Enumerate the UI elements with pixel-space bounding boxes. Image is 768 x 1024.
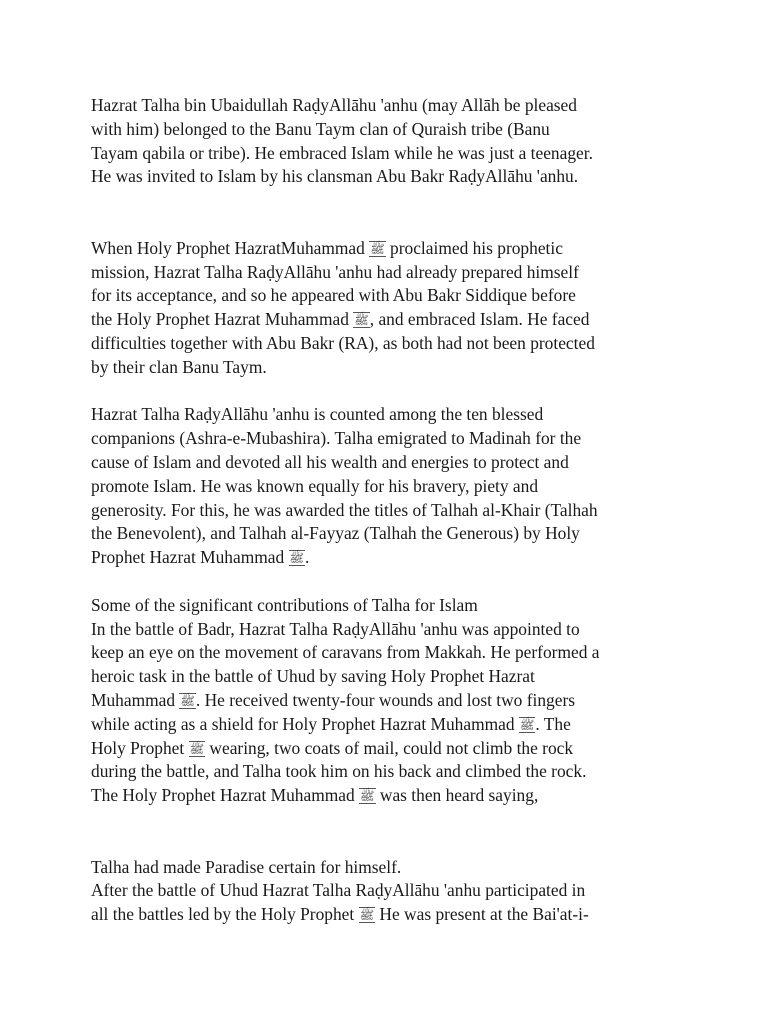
text-line: Muhammad ﷺ. He received twenty-four wounds and lost two fingers <box>91 689 576 710</box>
text-line: generosity. For this, he was awarded the titles of Talhah al-Khair (Talhah <box>91 499 598 520</box>
text-line: Prophet Hazrat Muhammad ﷺ. <box>91 547 310 568</box>
salawat-glyph: ﷺ <box>519 717 535 732</box>
salawat-glyph: ﷺ <box>354 313 369 328</box>
text-line: When Holy Prophet HazratMuhammad ﷺ proclaimed his prophetic <box>91 237 563 258</box>
text-line: with him) belonged to the Banu Taym clan of Quraish tribe (Banu <box>91 118 550 139</box>
text-line: while acting as a shield for Holy Prophet Hazrat Muhammad ﷺ. The <box>91 713 571 734</box>
paragraph-spacer <box>91 570 691 594</box>
text-line: After the battle of Uhud Hazrat Talha RaḍyAllāhu 'anhu participated in <box>91 880 586 901</box>
paragraph-3 <box>91 403 691 570</box>
text-line: the Holy Prophet Hazrat Muhammad ﷺ, and embraced Islam. He faced <box>91 309 590 330</box>
salawat-glyph: ﷺ <box>189 741 205 756</box>
text-line: by their clan Banu Taym. <box>91 356 267 377</box>
text-line: He was invited to Islam by his clansman Abu Bakr RaḍyAllāhu 'anhu. <box>91 166 579 187</box>
text-line: keep an eye on the movement of caravans from Makkah. He performed a <box>91 642 600 663</box>
text-line: during the battle, and Talha took him on his back and climbed the rock. <box>91 761 587 782</box>
salawat-glyph: ﷺ <box>359 908 375 923</box>
paragraph-spacer <box>91 808 691 856</box>
text-line: difficulties together with Abu Bakr (RA), as both had not been protected <box>91 332 595 353</box>
paragraph-2 <box>91 237 691 380</box>
text-line: Some of the significant contributions of Talha for Islam <box>91 594 478 615</box>
paragraph-spacer <box>91 380 691 404</box>
text-line: Tayam qabila or tribe). He embraced Islam while he was just a teenager. <box>91 142 593 163</box>
salawat-glyph: ﷺ <box>370 241 385 256</box>
text-line: all the battles led by the Holy Prophet ﷺ He was present at the Bai'at-i- <box>91 904 589 925</box>
paragraph-spacer <box>91 189 691 237</box>
text-line: cause of Islam and devoted all his wealth and energies to protect and <box>91 451 569 472</box>
text-line: Holy Prophet ﷺ wearing, two coats of mail, could not climb the rock <box>91 737 574 758</box>
text-line: heroic task in the battle of Uhud by saving Holy Prophet Hazrat <box>91 666 535 687</box>
text-line: Hazrat Talha RaḍyAllāhu 'anhu is counted among the ten blessed <box>91 404 544 425</box>
paragraph-5 <box>91 856 691 927</box>
text-line: Hazrat Talha bin Ubaidullah RaḍyAllāhu 'anhu (may Allāh be pleased <box>91 95 577 115</box>
paragraph-4 <box>91 594 691 808</box>
text-line: the Benevolent), and Talhah al-Fayyaz (Talhah the Generous) by Holy <box>91 523 580 544</box>
text-line: promote Islam. He was known equally for his bravery, piety and <box>91 475 539 496</box>
text-line: In the battle of Badr, Hazrat Talha RaḍyAllāhu 'anhu was appointed to <box>91 618 580 639</box>
document-page <box>91 94 691 927</box>
paragraph-1 <box>91 94 691 189</box>
text-line: companions (Ashra-e-Mubashira). Talha emigrated to Madinah for the <box>91 428 582 449</box>
salawat-glyph: ﷺ <box>289 551 305 566</box>
text-line: Talha had made Paradise certain for himself. <box>91 856 402 877</box>
salawat-glyph: ﷺ <box>360 789 375 804</box>
text-line: The Holy Prophet Hazrat Muhammad ﷺ was then heard saying, <box>91 785 539 806</box>
text-line: for its acceptance, and so he appeared with Abu Bakr Siddique before <box>91 285 576 306</box>
text-line: mission, Hazrat Talha RaḍyAllāhu 'anhu had already prepared himself <box>91 261 579 282</box>
salawat-glyph: ﷺ <box>180 693 195 708</box>
